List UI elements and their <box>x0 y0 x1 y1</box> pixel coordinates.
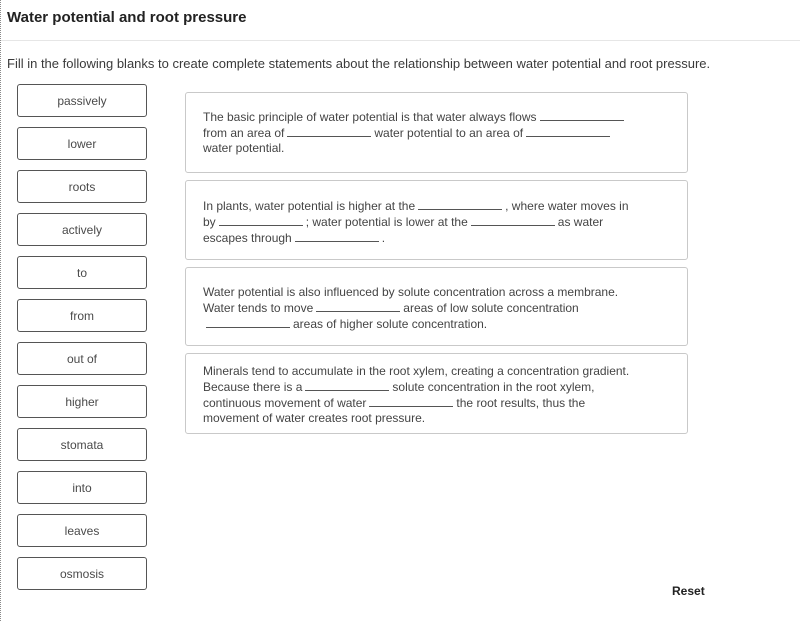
blank-drop-target[interactable] <box>206 316 290 328</box>
statement-text: areas of low solute concentration <box>403 301 579 315</box>
statement-text: water potential. <box>203 141 285 155</box>
word-tile-roots[interactable]: roots <box>17 170 147 203</box>
statement-text: water potential to an area of <box>374 126 524 140</box>
statement-text: solute concentration in the root xylem, <box>392 380 595 394</box>
statement-2 <box>185 180 688 260</box>
statement-text: by <box>203 215 216 229</box>
reset-button[interactable]: Reset <box>672 584 705 598</box>
blank-drop-target[interactable] <box>219 214 303 226</box>
statement-text: from an area of <box>203 126 285 140</box>
statement-line <box>203 395 670 411</box>
word-tile-passively[interactable]: passively <box>17 84 147 117</box>
word-tile-into[interactable]: into <box>17 471 147 504</box>
blank-drop-target[interactable] <box>316 300 400 312</box>
statement-line <box>203 411 670 426</box>
statement-4 <box>185 353 688 434</box>
word-bank <box>17 84 151 600</box>
statement-1 <box>185 92 688 173</box>
statement-line <box>203 230 670 246</box>
blank-drop-target[interactable] <box>471 214 555 226</box>
blank-drop-target[interactable] <box>287 125 371 137</box>
word-tile-stomata[interactable]: stomata <box>17 428 147 461</box>
word-tile-from[interactable]: from <box>17 299 147 332</box>
statement-line <box>203 300 670 316</box>
word-tile-actively[interactable]: actively <box>17 213 147 246</box>
word-tile-higher[interactable]: higher <box>17 385 147 418</box>
blank-drop-target[interactable] <box>526 125 610 137</box>
statement-line <box>203 125 670 141</box>
word-tile-osmosis[interactable]: osmosis <box>17 557 147 590</box>
left-border <box>0 0 1 621</box>
blank-drop-target[interactable] <box>540 109 624 121</box>
blank-drop-target[interactable] <box>418 198 502 210</box>
word-tile-out-of[interactable]: out of <box>17 342 147 375</box>
statement-text: continuous movement of water <box>203 396 367 410</box>
statement-text: movement of water creates root pressure. <box>203 411 426 425</box>
word-tile-to[interactable]: to <box>17 256 147 289</box>
statement-text: The basic principle of water potential is that water always flows <box>203 110 537 124</box>
statement-text: Water tends to move <box>203 301 314 315</box>
title-divider <box>1 40 800 41</box>
statement-text: Water potential is also influenced by solute concentration across a membrane. <box>203 285 619 299</box>
statement-3 <box>185 267 688 346</box>
statement-line <box>203 214 670 230</box>
statement-text: , where water moves in <box>505 199 629 213</box>
page-title: Water potential and root pressure <box>7 9 247 26</box>
statement-line <box>203 198 670 214</box>
blank-drop-target[interactable] <box>305 379 389 391</box>
statement-line <box>203 285 670 300</box>
statement-line <box>203 316 670 332</box>
statement-text: In plants, water potential is higher at the <box>203 199 416 213</box>
statement-list <box>185 92 688 441</box>
statement-text: as water <box>557 215 604 229</box>
statement-line <box>203 109 670 125</box>
word-tile-lower[interactable]: lower <box>17 127 147 160</box>
statement-line <box>203 379 670 395</box>
blank-drop-target[interactable] <box>295 230 379 242</box>
word-tile-leaves[interactable]: leaves <box>17 514 147 547</box>
statement-text: Minerals tend to accumulate in the root xylem, creating a concentration gradient. <box>203 364 630 378</box>
blank-drop-target[interactable] <box>369 395 453 407</box>
statement-line <box>203 141 670 156</box>
statement-text: areas of higher solute concentration. <box>293 317 488 331</box>
statement-text: the root results, thus the <box>456 396 586 410</box>
statement-text: escapes through <box>203 231 292 245</box>
statement-line <box>203 364 670 379</box>
instructions: Fill in the following blanks to create complete statements about the relationship between water potential and root pressure. <box>7 56 711 71</box>
statement-text: Because there is a <box>203 380 303 394</box>
statement-text: ; water potential is lower at the <box>305 215 468 229</box>
statement-text: . <box>381 231 386 245</box>
